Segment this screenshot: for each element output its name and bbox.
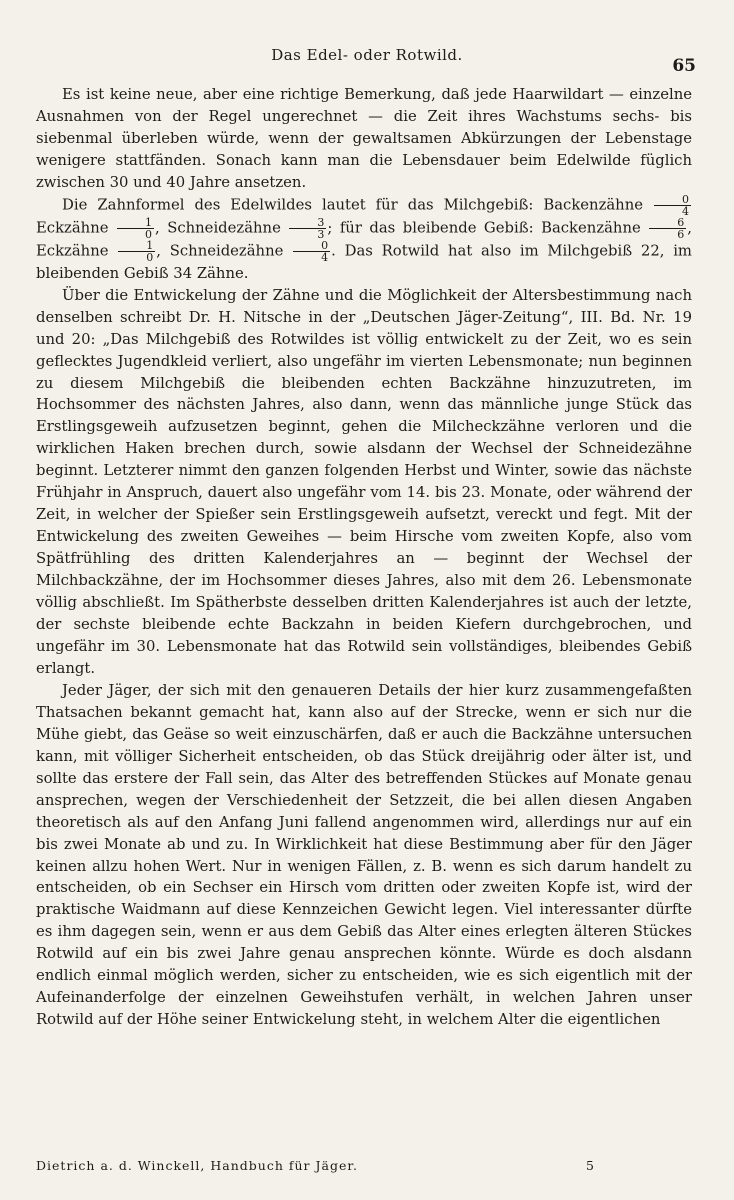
formula-label: Eckzähne [36, 219, 109, 237]
formula-summary: Das Rotwild hat also im Milchgebiß 22, im bleibenden Gebiß 34 Zähne. [36, 242, 692, 282]
formula-label: ; für das bleibende Gebiß: Backenzähne [327, 219, 641, 237]
footer-citation: Dietrich a. d. Winckell, Handbuch für Jäger. [36, 1158, 358, 1173]
formula-intro: Die Zahnformel des Edelwildes lautet für das Milchgebiß: Backenzähne [62, 196, 644, 214]
fraction-milk-canines: $\frac{1}{0}$ [117, 217, 154, 240]
fraction-milk-incisors: $\frac{3}{3}$ [289, 217, 326, 240]
paragraph-lifespan: Es ist keine neue, aber eine richtige Bemerkung, daß jede Haarwildart — einzelne Ausnahmen von der Regel ungerechnet — die Zeit ihres Wachstums sechs- bis siebenmal überleben würde, wenn der gewaltsamen Abkürzungen der Lebenstage wenigere stattfänden. Sonach kann man die Lebensdauer beim Edelwilde füglich zwischen 30 und 40 Jahre ansetzen. [36, 86, 692, 191]
running-title: Das Edel- oder Rotwild. [271, 46, 463, 64]
page-number: 65 [672, 56, 696, 76]
signature-mark: 5 [586, 1158, 594, 1173]
paragraph-nitsche-quote: Über die Entwickelung der Zähne und die Möglichkeit der Altersbestimmung nach denselben schreibt Dr. H. Nitsche in der „Deutschen Jäger-Zeitung“, III. Bd. Nr. 19 und 20: „Das Milchgebiß des Rotwildes ist völlig entwickelt zu der Zeit, wo es sein geflecktes Jugendkleid verliert, also ungefähr im vierten Lebensmonate; nun beginnen zu diesem Milchgebiß die bleibenden echten Backzähne hinzuzutreten, im Hochsommer des nächsten Jahres, also dann, wenn das männliche junge Stück das Erstlingsgeweih aufzusetzen beginnt, gehen die Milcheckzähne verloren und die wirklichen Haken brechen durch, sowie alsdann der Wechsel der Schneidezähne beginnt. Letzterer nimmt den ganzen folgenden Herbst und Winter, sowie das nächste Frühjahr in Anspruch, dauert also ungefähr vom 14. bis 23. Monate, oder während der Zeit, in welcher der Spießer sein Erstlingsgeweih aufsetzt, vereckt und fegt. Mit der Entwickelung des zweiten Geweihes — beim Hirsche vom zweiten Kopfe, also vom Spätfrühling des dritten Kalenderjahres an — beginnt der Wechsel der Milchbackzähne, der im Hochsommer dieses Jahres, also mit dem 26. Lebensmonate völlig abschließt. Im Spätherbste desselben dritten Kalenderjahres ist auch der letzte, der sechste bleibende echte Backzahn in beiden Kiefern durchgebrochen, und ungefähr im 30. Lebensmonate hat das Rotwild sein vollständiges, bleibendes Gebiß erlangt. [36, 286, 692, 677]
formula-label: Schneidezähne [167, 219, 281, 237]
formula-label: Schneidezähne [169, 242, 284, 260]
formula-label: Eckzähne [36, 242, 109, 260]
body-text [36, 84, 692, 1031]
fraction-permanent-molars: $\frac{6}{6}$ [649, 217, 686, 240]
fraction-permanent-canines: $\frac{1}{0}$ [118, 240, 155, 263]
paragraph-hunter-practice: Jeder Jäger, der sich mit den genaueren Details der hier kurz zusammengefaßten Thatsachen bekannt gemacht hat, kann also auf der Strecke, wenn er sich nur die Mühe giebt, das Geäse so weit einzuschärfen, daß er auch die Backzähne untersuchen kann, mit völliger Sicherheit entscheiden, ob das Stück dreijährig oder älter ist, und sollte das erstere der Fall sein, das Alter des betreffenden Stückes auf Monate genau ansprechen, wegen der Verschiedenheit der Setzzeit, die bei allen diesen Angaben theoretisch als auf den Anfang Juni fallend angenommen wird, allerdings nur auf ein bis zwei Monate ab und zu. In Wirklichkeit hat diese Bestimmung aber für den Jäger keinen allzu hohen Wert. Nur in wenigen Fällen, z. B. wenn es sich darum handelt zu entscheiden, ob ein Sechser ein Hirsch vom dritten oder zweiten Kopfe ist, wird der praktische Waidmann auf diese Kennzeichen Gewicht legen. Viel interessanter dürfte es ihm dagegen sein, wenn er aus dem Gebiß das Alter eines erlegten älteren Stückes Rotwild auf ein bis zwei Jahre genau ansprechen könnte. Würde es doch alsdann endlich einmal möglich werden, sicher zu entscheiden, wie es sich eigentlich mit der Aufeinanderfolge der einzelnen Geweihstufen verhält, in welchen Jahren unser Rotwild auf der Höhe seiner Entwickelung steht, in welchem Alter die eigentlichen [36, 681, 692, 1029]
fraction-permanent-incisors: $\frac{0}{4}$ [293, 240, 330, 263]
paragraph-tooth-formula: Die Zahnformel des Edelwildes lautet für das Milchgebiß: Backenzähne $\frac{0}{4}$ Eckzähne $\frac{1}{0}$ , Schneidezähne $\frac{3}{3}$ ; für das bleibende Gebiß: Backenzähne $\frac{6}{6}$ , Eckzähne $\frac{1}{0}$ , Schneidezähne $\frac{0}{4}$ . Das Rotwild hat also im Milchgebiß 22, im bleibenden Gebiß 34 Zähne. [36, 192, 692, 282]
fraction-milk-molars: $\frac{0}{4}$ [654, 194, 691, 217]
